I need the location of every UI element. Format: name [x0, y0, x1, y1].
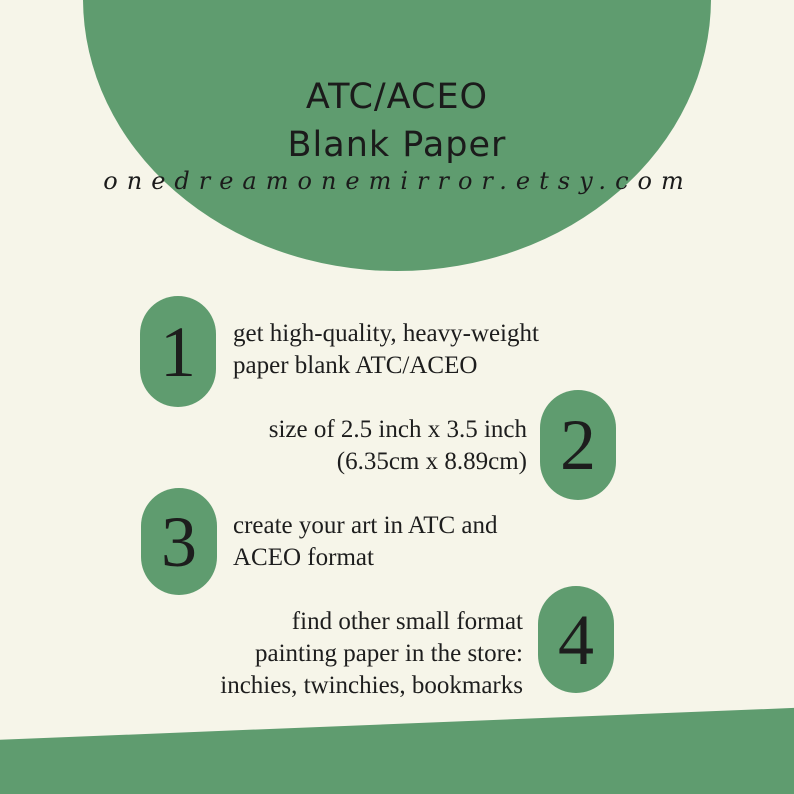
shop-url-signature: onedreamonemirror.etsy.com — [103, 167, 693, 195]
step-1-text: get high-quality, heavy-weight paper blank ATC/ACEO — [233, 320, 539, 379]
step-1-number-pill — [140, 296, 216, 407]
step-1-number: 1 — [160, 311, 196, 392]
step-3-number: 3 — [161, 501, 197, 582]
step-4-number: 4 — [558, 599, 594, 680]
step-2-number: 2 — [560, 405, 596, 485]
title-line-1: ATC/ACEO — [305, 77, 489, 117]
step-2-text: size of 2.5 inch x 3.5 inch (6.35cm x 8.89cm) — [268, 416, 527, 475]
step-3-number-pill — [141, 488, 217, 595]
step-4-text: find other small format painting paper in the store: inchies, twinchies, bookmarks — [220, 608, 523, 699]
step-3-text: create your art in ATC and ACEO format — [233, 512, 498, 571]
bottom-accent-band — [0, 707, 794, 794]
step-4-number-pill — [538, 586, 614, 693]
step-2-number-pill — [540, 390, 616, 500]
title-line-2: Blank Paper — [287, 125, 507, 165]
